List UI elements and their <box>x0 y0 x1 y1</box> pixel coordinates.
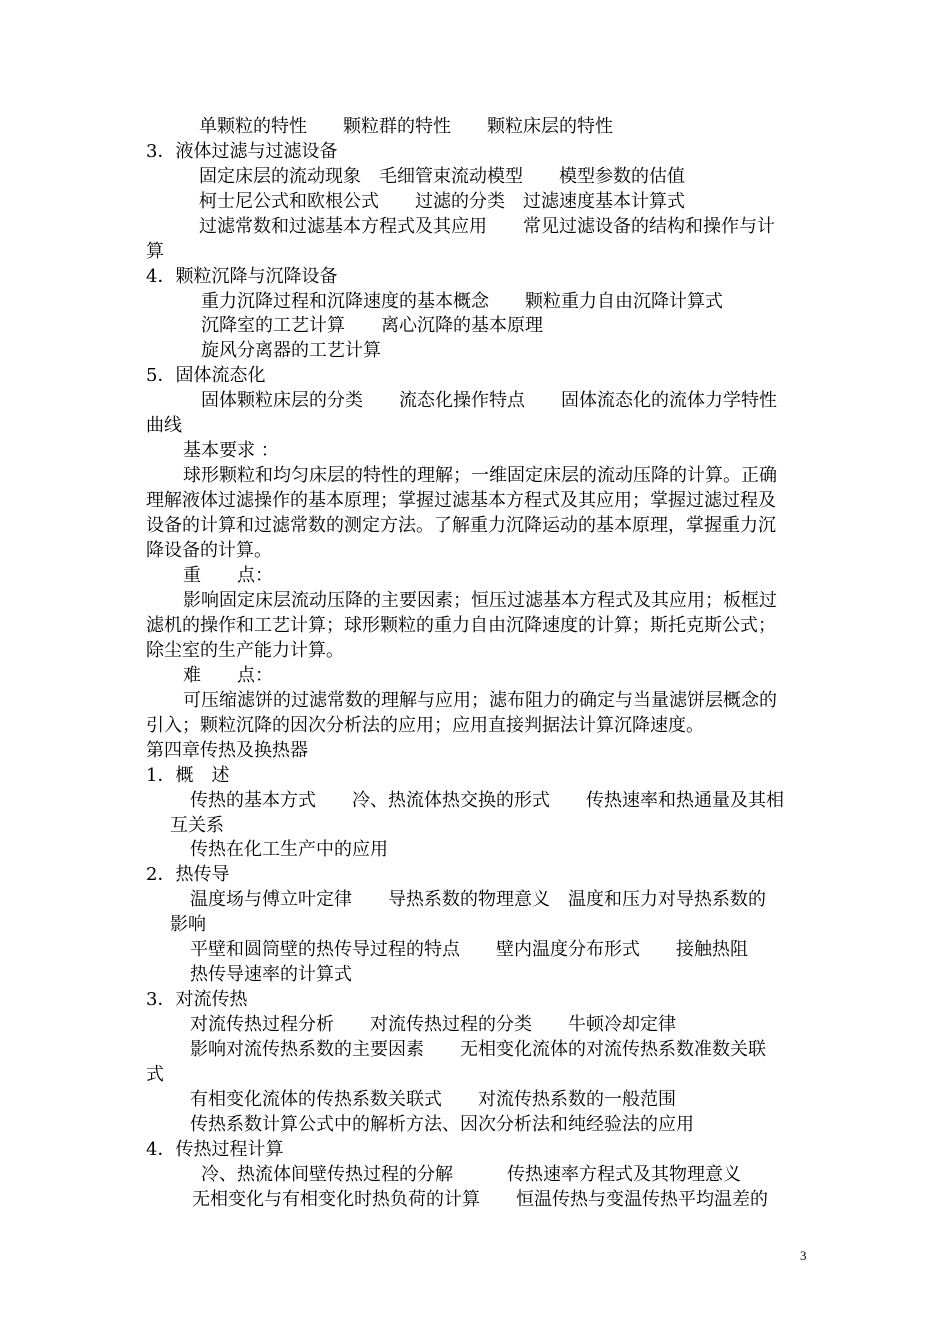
paragraph-line: 可压缩滤饼的过滤常数的理解与应用；滤布阻力的确定与当量滤饼层概念的 <box>183 690 777 711</box>
paragraph-line: 引入；颗粒沉降的因次分析法的应用；应用直接判据法计算沉降速度。 <box>146 715 704 736</box>
text-line: 平壁和圆筒壁的热传导过程的特点 壁内温度分布形式 接触热阻 <box>190 939 748 960</box>
text-line: 有相变化流体的传热系数关联式 对流传热系数的一般范围 <box>190 1089 676 1110</box>
subheading-basic-requirements: 基本要求 ： <box>183 440 279 461</box>
text-line: 冷、热流体间壁传热过程的分解 传热速率方程式及其物理意义 <box>201 1164 741 1185</box>
paragraph-line: 球形颗粒和均匀床层的特性的理解；一维固定床层的流动压降的计算。正确 <box>183 465 777 486</box>
section-heading: 5．固体流态化 <box>146 365 266 386</box>
paragraph-line: 除尘室的生产能力计算。 <box>146 640 344 661</box>
text-line: 算 <box>146 241 164 262</box>
section-heading: 4．颗粒沉降与沉降设备 <box>146 266 338 287</box>
text-line: 传热系数计算公式中的解析方法、因次分析法和纯经验法的应用 <box>190 1114 694 1135</box>
page-number: 3 <box>800 1248 807 1263</box>
text-line: 旋风分离器的工艺计算 <box>201 340 381 361</box>
text-line: 传热在化工生产中的应用 <box>190 839 388 860</box>
text-line: 固定床层的流动现象 毛细管束流动模型 模型参数的估值 <box>199 166 685 187</box>
paragraph-line: 影响固定床层流动压降的主要因素；恒压过滤基本方程式及其应用；板框过 <box>183 590 777 611</box>
paragraph-line: 滤机的操作和工艺计算；球形颗粒的重力自由沉降速度的计算；斯托克斯公式； <box>146 615 776 636</box>
section-heading: 1．概 述 <box>146 765 230 786</box>
paragraph-line: 降设备的计算。 <box>146 540 272 561</box>
text-line: 影响 <box>170 914 206 935</box>
text-line: 沉降室的工艺计算 离心沉降的基本原理 <box>201 315 543 336</box>
text-line: 传热的基本方式 冷、热流体热交换的形式 传热速率和热通量及其相 <box>190 790 784 811</box>
chapter-heading: 第四章传热及换热器 <box>146 740 308 761</box>
text-line: 柯士尼公式和欧根公式 过滤的分类 过滤速度基本计算式 <box>199 191 685 212</box>
text-line: 互关系 <box>170 815 224 836</box>
paragraph-line: 设备的计算和过滤常数的测定方法。了解重力沉降运动的基本原理，掌握重力沉 <box>146 515 776 536</box>
text-line: 固体颗粒床层的分类 流态化操作特点 固体流态化的流体力学特性 <box>201 390 777 411</box>
subheading-difficulties: 难 点： <box>183 665 273 686</box>
text-line: 曲线 <box>146 415 182 436</box>
text-line: 单颗粒的特性 颗粒群的特性 颗粒床层的特性 <box>199 116 613 137</box>
text-line: 热传导速率的计算式 <box>190 964 352 985</box>
text-line: 重力沉降过程和沉降速度的基本概念 颗粒重力自由沉降计算式 <box>201 291 723 312</box>
paragraph-line: 理解液体过滤操作的基本原理；掌握过滤基本方程式及其应用；掌握过滤过程及 <box>146 490 776 511</box>
section-heading: 4．传热过程计算 <box>146 1139 284 1160</box>
text-line: 无相变化与有相变化时热负荷的计算 恒温传热与变温传热平均温差的 <box>192 1189 768 1210</box>
section-heading: 3．对流传热 <box>146 989 248 1010</box>
text-line: 影响对流传热系数的主要因素 无相变化流体的对流传热系数准数关联 <box>190 1039 766 1060</box>
section-heading: 2．热传导 <box>146 864 230 885</box>
text-line: 式 <box>146 1064 164 1085</box>
subheading-key-points: 重 点： <box>183 565 273 586</box>
section-heading: 3．液体过滤与过滤设备 <box>146 141 338 162</box>
text-line: 温度场与傅立叶定律 导热系数的物理意义 温度和压力对导热系数的 <box>190 889 766 910</box>
text-line: 过滤常数和过滤基本方程式及其应用 常见过滤设备的结构和操作与计 <box>199 216 775 237</box>
text-line: 对流传热过程分析 对流传热过程的分类 牛顿冷却定律 <box>190 1014 676 1035</box>
